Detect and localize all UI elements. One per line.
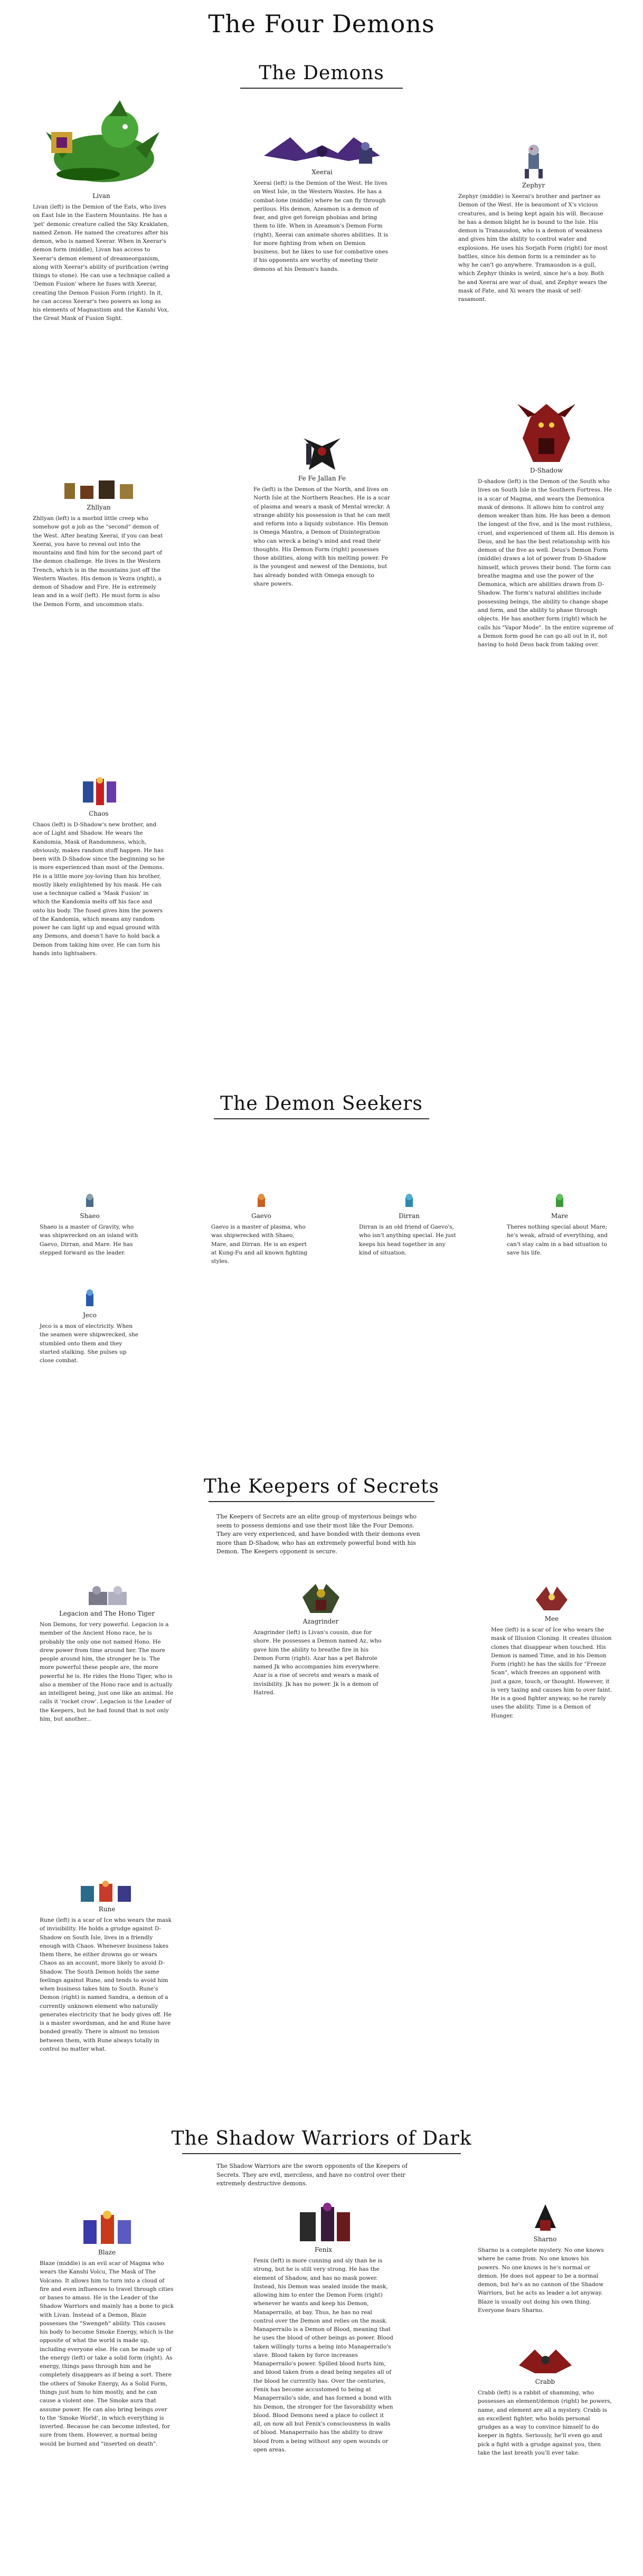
character-description: Theres nothing special about Mare; he's weak, afraid of everything, and can't stay calm in a bad situation to save his life. xyxy=(507,1224,608,1256)
shaeo-sprite-icon xyxy=(82,1193,98,1210)
section-title-demons: The Demons xyxy=(259,62,384,84)
azagrinder-sprite-icon xyxy=(297,1579,345,1616)
mare-sprite-icon xyxy=(552,1193,568,1210)
page-title: The Four Demons xyxy=(208,10,435,38)
gaevo-sprite-icon xyxy=(253,1193,269,1210)
zhllyan-sprite-icon xyxy=(59,478,138,502)
mee-sprite-icon xyxy=(533,1584,570,1613)
character-description: Fenix (left) is more cunning and sly than he is strong, but he is still very strong. He has the element of Shadow, and has no mask power. Instead, his Demon was sealed inside the mask, allowing him to enter the Demon Form (right) whenever he wants and keep his Demon, Manaperrailo, at bay. Thus, he has no real control over the Demon and relies on the mask. Manaperrailo is a Demon of Blood, meaning that he uses the blood of other beings as power. Blood taken willingly turns a being into Manaperrailo's slave. Blood taken by force increases Manaperrailo's power. Spilled blood hurts him, and blood taken from a dead being negates all of the blood he currently has. Over the centuries, Fenix has become accustomed to being at Manaperrailo's side, and has formed a bond with his Demon, the stronger for the favorability when blood. Blood Demons need a place to collect it all, on now all but Fenix's consciousness in walls of blood. Manaperrailo has the ability to draw blood from a being without any open wounds or open areas. xyxy=(253,2258,393,2453)
character-card-mee xyxy=(491,1584,612,1720)
section-title-keepers: The Keepers of Secrets xyxy=(204,1476,439,1497)
character-card-legacion xyxy=(40,1584,174,1723)
section-title-shadow-warriors: The Shadow Warriors of Dark xyxy=(171,2128,472,2149)
section-divider xyxy=(214,1118,429,1119)
character-description: D-shadow (left) is the Demon of the South who lives on South Isle in the Southern Fortress. He is a scar of Magma, and wears the Demonica mask of demons. It allows him to control any demon weaker than him. He has been a demon the longest of the five, and is the most ruthless, cruel, and experienced of them all. His demon is Deus, and he has the best relationship with his demon of the five as well. Deus's Demon Form (middle) draws a lot of power from D-Shadow himself, which proves their bond. The form can breathe magma and use the power of the Demonica, which are abilities drawn from D-Shadow. The form's natural abilities include possessing beings, the ability to change shape and form, and the ability to phase through objects. He has another form (right) which he calls his "Vapor Mode". In the entire supreme of a Demon form good he can go all out in it, not having to hold Deus back from taking over. xyxy=(478,478,614,648)
character-description: Chaos (left) is D-Shadow's new brother, and ace of Light and Shadow. He wears the Kandomia, Mask of Randomness, which, obviously, makes random stuff happen. He has been with D-Shadow since the beginning so he is more experienced than most of the Demons. He is a little more joy-loving than his brother, mostly likely enlightened by his mask. He can use a technique called a 'Mask Fusion' in which the Kandomia melts off his face and onto his body. The fused gives him the powers of the Kandomia, which means any random power he can light up and equal ground with any Demons, and doesn't have to hold back a Demon from taking him over. He can turn his hands into lightsabers. xyxy=(33,822,165,957)
character-card-jeco xyxy=(40,1288,140,1365)
character-description: Crabb (left) is a rabbit of shamming, who possesses an element/demon (right) he powers, name, and element are all a mystery. Crabb is an excellent fighter, who holds personal grudges as a way to convince himself to do keeper in fights. Seriously, he'll even go and pick a fight with a grudge against you, then take the last breath you'll ever take. xyxy=(478,2390,612,2456)
character-description: Zhllyan (left) is a morbid little creep who somehow got a job as the "second" demon of the West. After beating Xeerai, if you can beat Xeerai, you have to reveal out into the mountains and find him for the second part of the demon challenge. He lives in the Western Trench, which is in the mountains just off the Western Wastes. His demon is Vezra (right), a demon of Shadow and Fire. He is extremely lean and in a wolf (left). He must form is also the Demon Form, and uncommon stats. xyxy=(33,515,163,608)
section-title-seekers: The Demon Seekers xyxy=(220,1093,423,1115)
character-name: Zhllyan xyxy=(87,504,111,511)
character-card-zhllyan xyxy=(33,478,165,609)
character-description: Xeerai (left) is the Demion of the West. He lives on West Isle, in the Western Wastes. He has a combat-lone (middle) where he can fly through perilous. His demon, Azeamon is a demon of fear, and give get foreign phobias and bring them to life. When in Azeamon's Demon Form (right), Xeerai can animate shores abilities. It is for more fighting from when on Demion business, but he likes to use for combative ones if his opponents are worthy of meeting their demons at his Demon's hands. xyxy=(253,180,389,272)
character-name: Rune xyxy=(98,1905,116,1913)
section-divider xyxy=(240,88,403,89)
character-card-sharno xyxy=(478,2202,612,2315)
character-name: Mee xyxy=(544,1615,559,1622)
character-description: Non Demons, for very powerful. Legacion is a member of the Ancient Hono race, he is probably the only one not named Hono. He drew power from time around her. The more people around him, the stronger he is. The more powerful these people are, the more powerful he is. He rides the Hono Tiger, who is also a member of the Hono race and is actually an intelligent being, just one like an animal. He calls it 'rocket crow'. Legacion is the Leader of the Keepers, but he had found that is not only him, but another... xyxy=(40,1621,174,1722)
rune-sprite-icon xyxy=(78,1880,136,1903)
character-description: Azagrinder (left) is Livan's cousin, due for shore. He possesses a Demon named Az, who gave him the ability to breathe fire in his Demon Form (right). Azar has a pet Bahrole named Jk who accompanies him everywhere. Azar is a rise of secrets and wears a mask of invisibility. Jk has no power. Jk is a demon of Hatred. xyxy=(253,1629,382,1696)
character-name: Zephyr xyxy=(522,182,545,189)
character-name: Xeerai xyxy=(311,168,333,176)
character-name: D-Shadow xyxy=(529,467,563,474)
section-intro: The Keepers of Secrets are an elite group of mysterious beings who seem to possess demions and use their most like the Four Demons. They are very experienced, and have bonded with their demons even more than D-Shadow, who has an extremely powerful bond with his Demon. The Keepers opponent is secure. xyxy=(216,1513,420,1555)
section-divider xyxy=(182,2153,461,2154)
character-card-zephyr xyxy=(458,143,609,304)
chaos-sprite-icon xyxy=(78,776,120,808)
character-card-azagrinder xyxy=(253,1579,388,1697)
dirran-sprite-icon xyxy=(401,1193,417,1210)
character-description: Blaze (middle) is an evil scar of Magma who wears the Kanshi Volcu, The Mask of The Volcano. It allows him to turn into a cloud of fire and even influences to travel through cities or bases to amass. He is the Leader of the Shadow Warriors and mainly has a bone to pick with Livan. Instead of a Demon, Blaze possesses the "Swengeh" ability. This causes his body to become Smoke Energy, which is the opposite of what the world is made up, including everyone else. He can be made up of the energy (left) or take a solid form (right). As energy, things pass through him and he completely disappears as if being a sort. There the others of Smoke Energy, As a Solid Form, things just hum to him mostly, and he can cause a violent one. The Smoke aura that assume power. He can also bring beings over to the 'Smoke World', in which everything is inverted. Because he can become infested, for sure from them. However, a normal being would be burned and "inserted on death". xyxy=(40,2260,174,2447)
character-name: Jeco xyxy=(83,1311,97,1319)
character-name: Chaos xyxy=(89,810,109,817)
sharno-sprite-icon xyxy=(529,2202,561,2233)
character-name: Shaeo xyxy=(80,1212,100,1220)
character-card-mare xyxy=(507,1193,612,1257)
character-description: Livan (left) is the Demion of the Eats, who lives on East Isle in the Eastern Mountains. He has a 'pet' demonic creature called the Sky Kraklaten, named Zenon. He named the creatures after his demon, who is named Xeerar. When in Xeerar's demon form (middle), Livan has access to Xeerar's demon element of dreameorganism, along with Xeerar's ability of purification (wring things to stone). He can use a technique called a 'Demon Fusion' where he fuses with Xeerar, creating the Demon Fusion Form (right). In it, he can access Xeerar's two powers as long as his elements of Magnastism and the Kanshi Vox, the Great Mask of Fusion Sight. xyxy=(33,204,170,322)
character-description: Gaevo is a master of plasma, who was shipwrecked with Shaeo, Mare, and Dirran. He is an expert at Kung-Fu and all known fighting styles. xyxy=(211,1224,308,1265)
character-card-blaze xyxy=(40,2210,174,2448)
character-name: Fe Fe Jallan Fe xyxy=(298,475,346,482)
character-name: Gaevo xyxy=(251,1212,271,1220)
character-card-shaeo xyxy=(40,1193,140,1257)
crabb-sprite-icon xyxy=(514,2344,577,2376)
legacion-sprite-icon xyxy=(86,1584,128,1608)
character-description: Sharno is a complete mystery. No one knows where he came from. No one knows his powers. No one knows is he's normal or demon. He does not appear to be a normal demon, but he's as no cannon of the Shadow Warriors, but he acts as leader a lot anyway. Blaze is usually out doing his own thing. Everyone fears Sharno. xyxy=(478,2247,604,2314)
character-description: Mee (left) is a scar of Ice who wears the mask of Illusion Cloning. It creates illusion clones that disappear when touched. His Demon is named Time, and in his Demon Form (right) he has the skills for "Freeze Scan", which freezes an opponent with just a gaze, touch, or thought. However, it is very taxing and causes him to over faint. He is a good fighter anyway, so he rarely uses the ability. Time is a Demon of Hunger. xyxy=(491,1627,612,1719)
character-name: Dirran xyxy=(399,1212,420,1220)
character-name: Azagrinder xyxy=(302,1618,339,1625)
fenix-sprite-icon xyxy=(295,2202,353,2244)
character-description: Rune (left) is a scar of Ice who wears the mask of invisibility. He holds a grudge against D-Shadow on South Isle, lives in a friendly enough with Chaos. Whenever business takes them there, he either drowns go or wears Chaos as an account, more likely to avoid D-Shadow. The South Demon holds the same feelings against Rune, and tends to avoid him when business takes him to South. Rune's Demon (right) is named Sandra, a demon of a currently unknown element who naturally generates electricity that he body gives off. He is a master swordsman, and he and Rune have bonded greatly. There is almost no tension between them, with Rune always totally in control no matter what. xyxy=(40,1917,172,2052)
character-card-crabb xyxy=(478,2344,612,2457)
character-card-dshadow xyxy=(478,401,615,649)
character-name: Fenix xyxy=(314,2246,333,2253)
dshadow-sprite-icon xyxy=(517,401,575,465)
character-card-xeerai xyxy=(253,135,391,273)
character-card-gaevo xyxy=(211,1193,311,1266)
character-name: Mare xyxy=(551,1212,569,1220)
character-description: Dirran is an old friend of Gaevo's, who isn't anything special. He just keeps his head together in any kind of situation. xyxy=(359,1224,456,1256)
livan-sprite-icon xyxy=(41,100,162,190)
character-card-chaos xyxy=(33,776,165,958)
character-name: Livan xyxy=(92,192,110,200)
xeerai-sprite-icon xyxy=(259,135,385,166)
character-name: Sharno xyxy=(533,2235,557,2243)
character-name: Legacion and The Hono Tiger xyxy=(59,1610,155,1617)
character-name: Crabb xyxy=(535,2378,555,2385)
character-description: Fe (left) is the Demon of the North, and lives on North Isle at the Northern Reaches. He is a scar of plasma and wears a mask of Mental wreckr. A strange ability his possession is that he can melt and reform into a liquidy substance. His Demon is Omega Mantra, a Demon of Disintegration who can wreck a being's mind and read their thoughts. His Demon Form (right) possesses those abilities, along with his melting power. Fe is the youngest and newest of the Demions, but has already bonded with Omega enough to share powers. xyxy=(253,486,391,587)
jeco-sprite-icon xyxy=(82,1288,98,1309)
fe-sprite-icon xyxy=(298,433,346,473)
character-card-fenix xyxy=(253,2202,393,2454)
character-description: Jeco is a mox of electricity. When the seamen were shipwrecked, she stumbled onto them and they started stalking. She pulses up close combat. xyxy=(40,1323,139,1364)
zephyr-sprite-icon xyxy=(521,143,547,180)
character-card-rune xyxy=(40,1880,174,2053)
character-card-livan xyxy=(33,100,170,323)
blaze-sprite-icon xyxy=(81,2210,134,2247)
character-card-fe xyxy=(253,433,391,588)
character-name: Blaze xyxy=(98,2249,116,2256)
character-description: Zephyr (middle) is Xeerai's brother and partner as Demon of the West. He is beaumont of X's vicious creatures, and is being kept again his will. Because he has a demon blight he is bound to the Isle. His demon is Tranausdon, who is a demon of weakness and gives him the ability to control water and explosions. He uses his Sorjath Form (right) for most battles, since his demon form is a reminder as to why he can't go anywhere. Tramausdon is a gull, which Zephyr thinks is weird, since he's a boy. Both he and Xeerai are war of dual, and Zephyr wears the mask of Fate, and Xi wears the mask of self-rasamont. xyxy=(458,193,608,303)
section-divider xyxy=(209,1501,434,1502)
character-description: Shaeo is a master of Gravity, who was shipwrecked on an island with Gaevo, Dirran, and Mare. He has stepped forward as the leader. xyxy=(40,1224,138,1256)
character-card-dirran xyxy=(359,1193,459,1257)
section-intro: The Shadow Warriors are the sworn opponents of the Keepers of Secrets. They are evil, merciless, and have no control over their extremely destructive demons. xyxy=(216,2163,408,2187)
